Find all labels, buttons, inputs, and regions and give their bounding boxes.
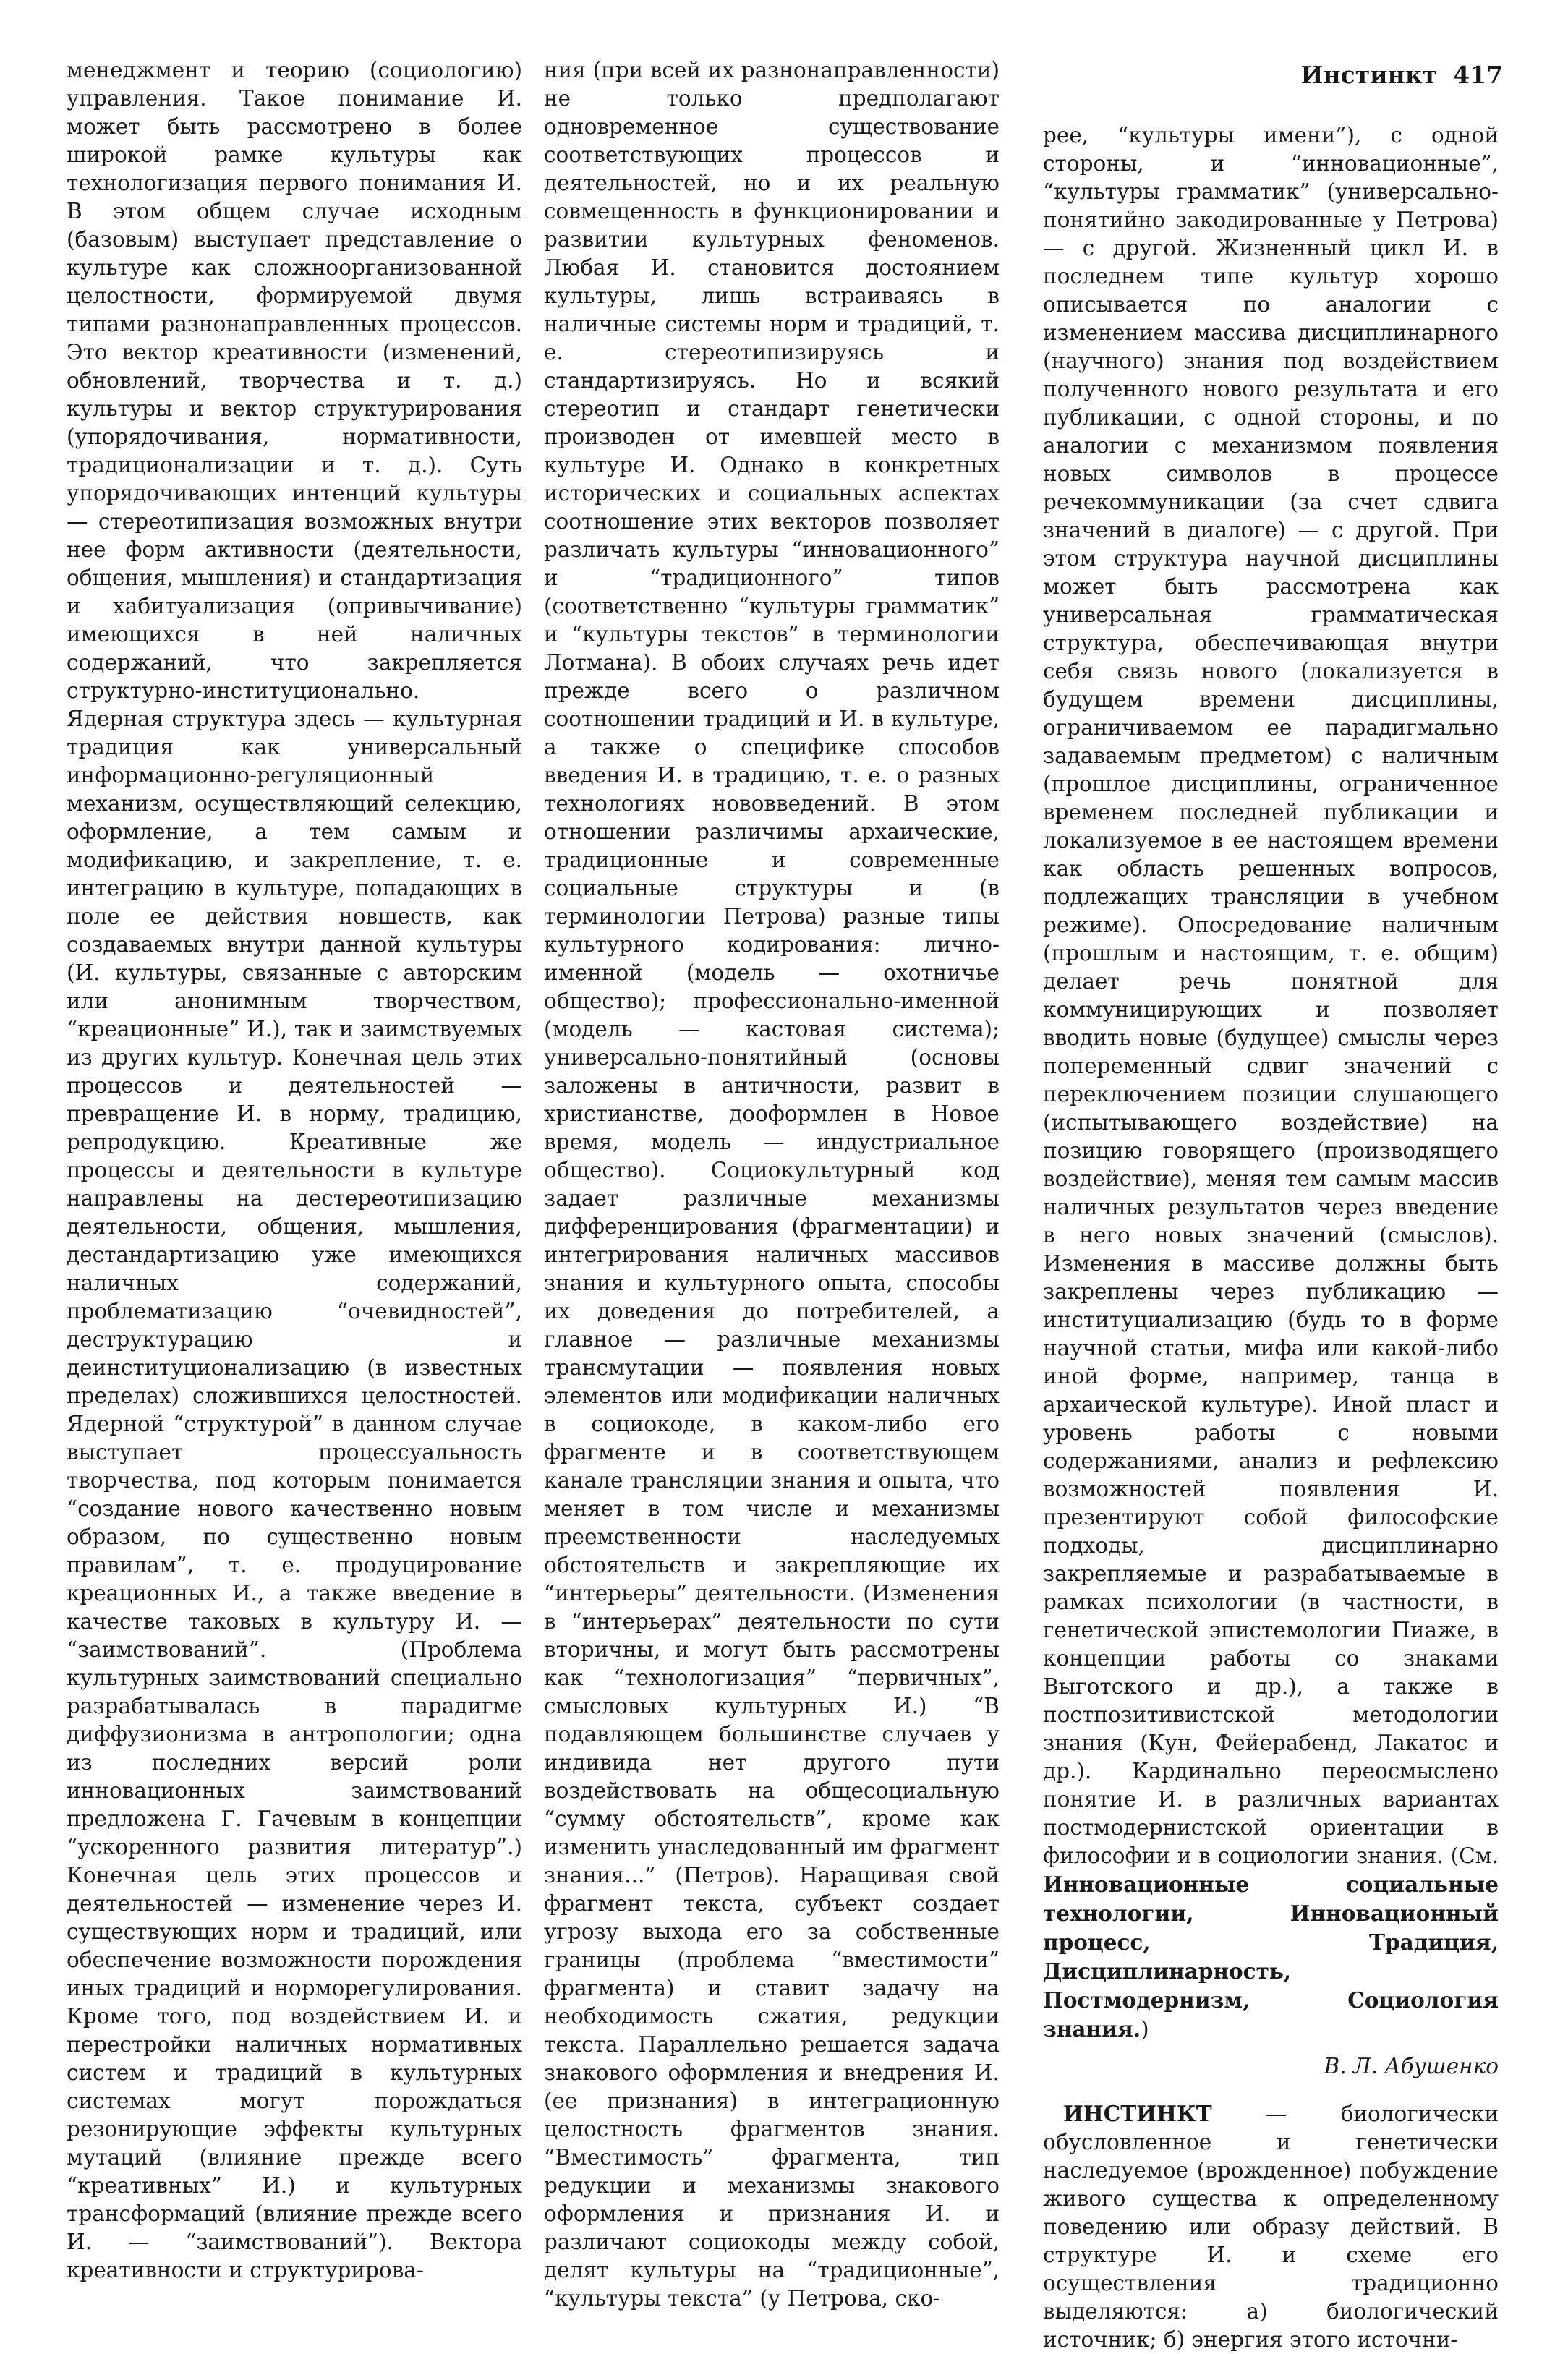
text-column-3 — [1043, 121, 1499, 2352]
text-column-1 — [67, 56, 522, 2282]
see-also-references: Инновационные социальные технологии, Инновационный процесс, Традиция, Дисциплинарность, Постмодернизм, Социология знания. — [1043, 1872, 1499, 2042]
column-3-text: рее, “культуры имени”), с одной стороны, и “инновационные”, “культуры грамматик” (универсально-понятийно закодированные у Петрова) — с другой. Жизненный цикл И. в последнем типе культур хорошо описывается по аналогии с изменением массива дисциплинарного (научного) знания под воздействием полученного нового результата и его публикации, с одной стороны, и по аналогии с механизмом появления новых символов в процессе речекоммуникации (за счет сдвига значений в диалоге) — с другой. При этом структура научной дисциплины может быть рассмотрена как универсальная грамматическая структура, обеспечивающая внутри себя связь нового (локализуется в будущем времени дисциплины, ограничиваемом ее парадигмально задаваемым предметом) с наличным (прошлое дисциплины, ограниченное временем последней публикации и локализуемое в ее настоящем времени как область решенных вопросов, подлежащих трансляции в учебном режиме). Опосредование наличным (прошлым и настоящим, т. е. общим) делает речь понятной для коммуницирующих и позволяет вводить новые (будущее) смыслы через попеременный сдвиг значений с переключением позиции слушающего (испытывающего воздействие) на позицию говорящего (производящего воздействие), меняя тем самым массив наличных результатов через введение в него новых значений (смыслов). Изменения в массиве должны быть закреплены через публикацию — институциализацию (будь то в форме научной статьи, мифа или какой-либо иной форме, например, танца в архаической культуре). Иной пласт и уровень работы с новыми содержаниями, анализ и рефлексию возможностей появления И. презентируют собой философские подходы, дисциплинарно закрепляемые и разрабатываемые в рамках психологии (в частности, в генетической эпистемологии Пиаже, в концепции работы со знаками Выготского и др.), а также в постпозитивистской методологии знания (Кун, Фейерабенд, Лакатос и др.). Кардинально переосмыслено понятие И. в различных вариантах постмодернистской ориентации в философии и в социологии знания. (См. — [1043, 123, 1499, 1868]
entry-headword: ИНСТИНКТ — [1063, 2101, 1212, 2126]
page-number: 417 — [1453, 61, 1503, 89]
entry-instinct — [1043, 2099, 1499, 2354]
column-1-text: менеджмент и теорию (социологию) управления. Такое понимание И. может быть рассмотрено в более широкой рамке культуры как технологизация первого понимания И. В этом общем случае исходным (базовым) выступает представление о культуре как сложноорганизованной целостности, формируемой двумя типами разнонаправленных процессов. Это вектор креативности (изменений, обновлений, творчества и т. д.) культуры и вектор структурирования (упорядочивания, нормативности, традиционализации и т. д.). Суть упорядочивающих интенций культуры — стереотипизация возможных внутри нее форм активности (деятельности, общения, мышления) и стандартизация и хабитуализация (опривычивание) имеющихся в ней наличных содержаний, что закрепляется структурно-институционально. Ядерная структура здесь — культурная традиция как универсальный информационно-регуляционный механизм, осуществляющий селекцию, оформление, а тем самым и модификацию, и закрепление, т. е. интеграцию в культуре, попадающих в поле ее действия новшеств, как создаваемых внутри данной культуры (И. культуры, связанные с авторским или анонимным творчеством, “креационные” И.), так и заимствуемых из других культур. Конечная цель этих процессов и деятельностей — превращение И. в норму, традицию, репродукцию. Креативные же процессы и деятельности в культуре направлены на дестереотипизацию деятельности, общения, мышления, дестандартизацию уже имеющихся наличных содержаний, проблематизацию “очевидностей”, деструктурацию и деинституционализацию (в известных пределах) сложившихся целостностей. Ядерной “структурой” в данном случае выступает процессуальность творчества, под которым понимается “создание нового качественно новым образом, по существенно новым правилам”, т. е. продуцирование креационных И., а также введение в качестве таковых в культуру И. — “заимствований”. (Проблема культурных заимствований специально разрабатывалась в парадигме диффузионизма в антропологии; одна из последних версий роли инновационных заимствований предложена Г. Гачевым в концепции “ускоренного развития литератур”.) Конечная цель этих процессов и деятельностей — изменение через И. существующих норм и традиций, или обеспечение возможности порождения иных традиций и норморегулирования. Кроме того, под воздействием И. и перестройки наличных нормативных систем и традиций в культурных системах могут порождаться резонирующие эффекты культурных мутаций (влияние прежде всего “креативных” И.) и культурных трансформаций (влияние прежде всего И. — “заимствований”). Вектора креативности и структурирова- — [67, 58, 522, 2282]
entry-text: — биологически обусловленное и генетически наследуемое (врожденное) побуждение живого существа к определенному поведению или образу действий. В структуре И. и схеме его осуществления традиционно выделяются: а) биологический источник; б) энергия этого источни- — [1043, 2102, 1499, 2352]
author-signature: В. Л. Абушенко — [1324, 2054, 1499, 2078]
close-paren: ) — [1141, 2017, 1149, 2042]
running-head — [1300, 61, 1503, 89]
column-3-paragraph — [1043, 121, 1499, 2044]
running-head-title: Инстинкт — [1300, 61, 1438, 89]
text-column-2 — [544, 56, 1000, 2311]
column-2-text: ния (при всей их разнонаправленности) не только предполагают одновременное существование соответствующих процессов и деятельностей, но и их реальную совмещенность в функционировании и развитии культурных феноменов. Любая И. становится достоянием культуры, лишь встраиваясь в наличные системы норм и традиций, т. е. стереотипизируясь и стандартизируясь. Но и всякий стереотип и стандарт генетически производен от имевшей место в культуре И. Однако в конкретных исторических и социальных аспектах соотношение этих векторов позволяет различать культуры “инновационного” и “традиционного” типов (соответственно “культуры грамматик” и “культуры текстов” в терминологии Лотмана). В обоих случаях речь идет прежде всего о различном соотношении традиций и И. в культуре, а также о специфике способов введения И. в традицию, т. е. о разных технологиях нововведений. В этом отношении различимы архаические, традиционные и современные социальные структуры и (в терминологии Петрова) разные типы культурного кодирования: лично-именной (модель — охотничье общество); профессионально-именной (модель — кастовая система); универсально-понятийный (основы заложены в античности, развит в христианстве, дооформлен в Новое время, модель — индустриальное общество). Социокультурный код задает различные механизмы дифференцирования (фрагментации) и интегрирования наличных массивов знания и культурного опыта, способы их доведения до потребителей, а главное — различные механизмы трансмутации — появления новых элементов или модификации наличных в социокоде, в каком-либо его фрагменте и в соответствующем канале трансляции знания и опыта, что меняет в том числе и механизмы преемственности наследуемых обстоятельств и закрепляющие их “интерьеры” деятельности. (Изменения в “интерьерах” деятельности по сути вторичны, и могут быть рассмотрены как “технологизация” “первичных”, смысловых культурных И.) “В подавляющем большинстве случаев у индивида нет другого пути воздействовать на общесоциальную “сумму обстоятельств”, кроме как изменить унаследованный им фрагмент знания...” (Петров). Наращивая свой фрагмент текста, субъект создает угрозу выхода его за собственные границы (проблема “вместимости” фрагмента) и ставит задачу на необходимость сжатия, редукции текста. Параллельно решается задача знакового оформления и внедрения И. (ее признания) в интеграционную целостность фрагментов знания. “Вместимость” фрагмента, тип редукции и механизмы знакового оформления и признания И. и различают социокоды между собой, делят культуры на “традиционные”, “культуры текста” (у Петрова, ско- — [544, 58, 1000, 2311]
